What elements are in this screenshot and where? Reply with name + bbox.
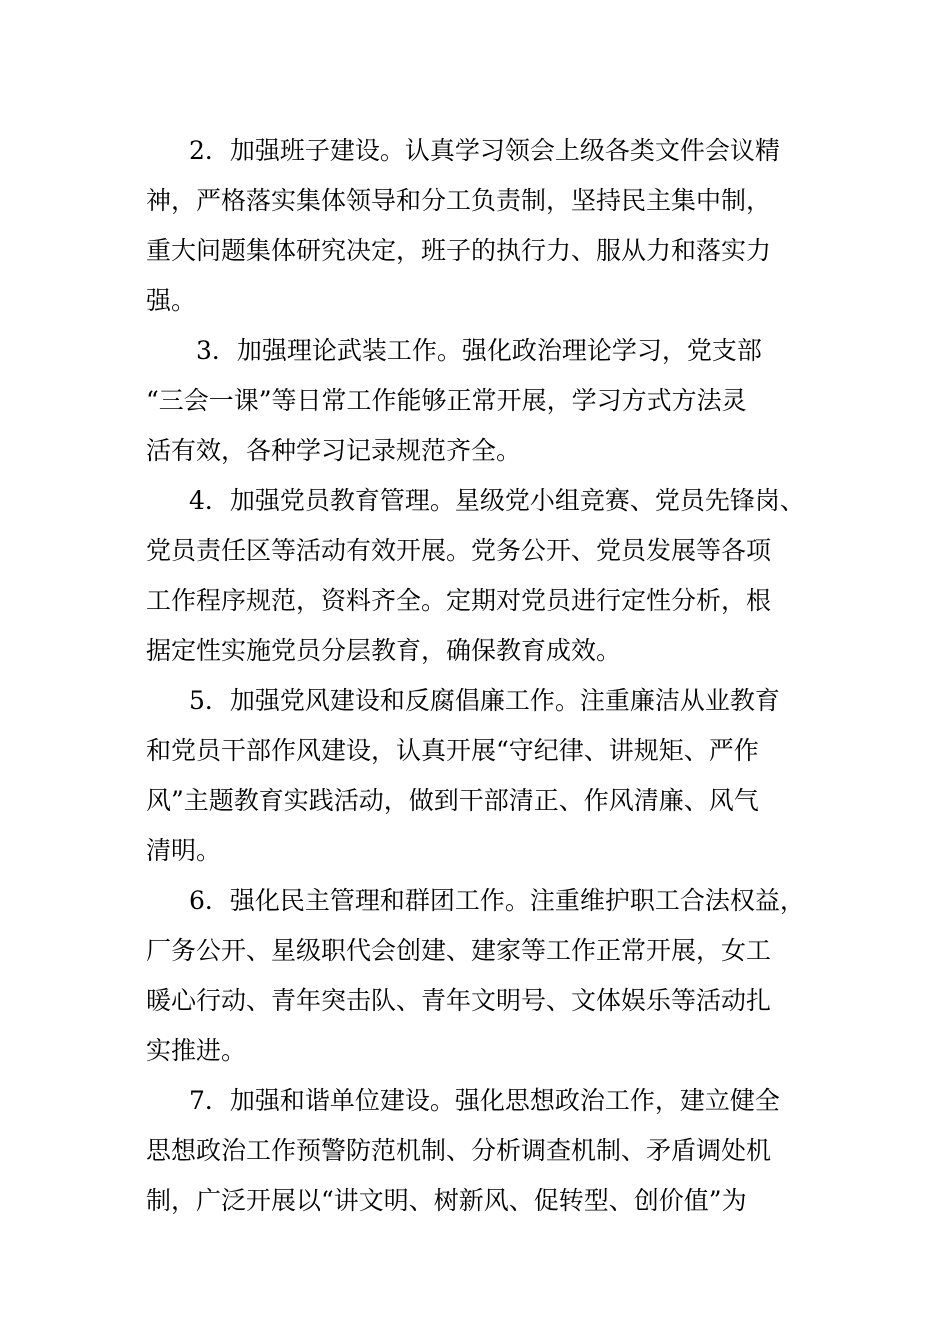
paragraph-line: 风”主题教育实践活动，做到干部清正、作风清廉、风气	[146, 786, 759, 815]
paragraph-line: 清明。	[146, 836, 222, 865]
paragraph-line: 厂务公开、星级职代会创建、建家等工作正常开展，女工	[146, 936, 772, 965]
paragraph-line: 制，广泛开展以“讲文明、树新风、促转型、创价值”为	[146, 1186, 747, 1215]
paragraph-line: 5．加强党风建设和反腐倡廉工作。注重廉洁从业教育	[189, 686, 780, 715]
paragraph-6	[146, 876, 826, 1076]
paragraph-4	[146, 476, 826, 676]
paragraph-line: 4．加强党员教育管理。星级党小组竞赛、党员先锋岗、	[189, 486, 805, 515]
paragraph-7	[146, 1076, 826, 1226]
paragraph-line: 工作程序规范，资料齐全。定期对党员进行定性分析，根	[146, 586, 772, 615]
document-body	[146, 126, 826, 1226]
paragraph-line: 实推进。	[146, 1036, 247, 1065]
paragraph-line: 和党员干部作风建设，认真开展“守纪律、讲规矩、严作	[146, 736, 759, 765]
paragraph-line: “三会一课”等日常工作能够正常开展，学习方式方法灵	[146, 386, 747, 415]
paragraph-2	[146, 126, 826, 326]
paragraph-line: 2．加强班子建设。认真学习领会上级各类文件会议精	[189, 136, 780, 165]
paragraph-line: 据定性实施党员分层教育，确保教育成效。	[146, 636, 622, 665]
paragraph-line: 重大问题集体研究决定，班子的执行力、服从力和落实力	[146, 236, 772, 265]
paragraph-3	[146, 326, 826, 476]
paragraph-line: 3．加强理论武装工作。强化政治理论学习，党支部	[196, 336, 762, 365]
paragraph-line: 党员责任区等活动有效开展。党务公开、党员发展等各项	[146, 536, 772, 565]
paragraph-line: 强。	[146, 286, 197, 315]
paragraph-line: 6．强化民主管理和群团工作。注重维护职工合法权益，	[189, 886, 805, 915]
paragraph-line: 思想政治工作预警防范机制、分析调查机制、矛盾调处机	[146, 1136, 772, 1165]
paragraph-line: 暖心行动、青年突击队、青年文明号、文体娱乐等活动扎	[146, 986, 772, 1015]
paragraph-line: 神，严格落实集体领导和分工负责制，坚持民主集中制，	[146, 186, 772, 215]
paragraph-line: 活有效，各种学习记录规范齐全。	[146, 436, 522, 465]
paragraph-5	[146, 676, 826, 876]
paragraph-line: 7．加强和谐单位建设。强化思想政治工作，建立健全	[189, 1086, 780, 1115]
